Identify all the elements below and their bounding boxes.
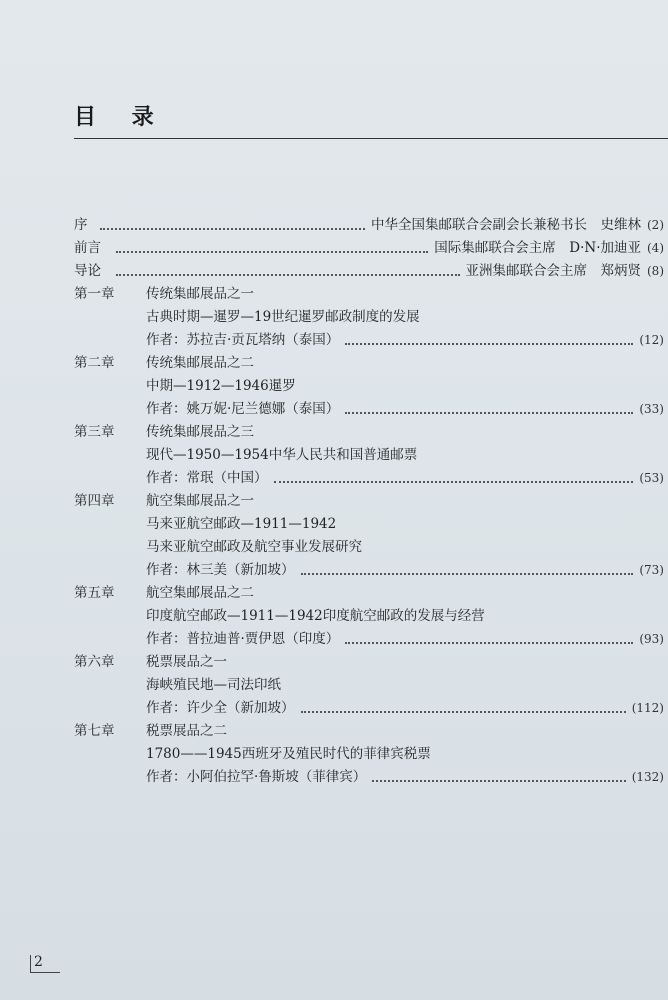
entry-label: 导论 (74, 263, 101, 279)
chapter-author-row (74, 628, 664, 651)
toc-chapter-4[interactable] (74, 490, 664, 513)
chapter-subtitle-row (74, 513, 664, 536)
chapter-subtitle-row (74, 375, 664, 398)
page-title: 目 录 (74, 105, 168, 130)
toc-chapter-6[interactable] (74, 651, 664, 674)
chapter-label: 第二章 (74, 355, 115, 371)
toc-chapter-7[interactable] (74, 720, 664, 743)
toc-entry-introduction[interactable] (74, 260, 664, 283)
chapter-category: 航空集邮展品之二 (146, 585, 254, 601)
chapter-author: 作者：常珉（中国） (146, 470, 268, 486)
chapter-label: 第七章 (74, 723, 115, 739)
toc-chapter-5[interactable] (74, 582, 664, 605)
dot-leader (100, 228, 365, 230)
dot-leader (345, 412, 633, 414)
chapter-label: 第五章 (74, 585, 115, 601)
footer-rule (30, 972, 60, 973)
chapter-author: 作者：普拉迪普·贾伊恩（印度） (146, 631, 340, 647)
chapter-subtitle-row (74, 674, 664, 697)
page-number: (132) (631, 770, 664, 784)
footer-corner-rule (30, 955, 31, 973)
chapter-category: 传统集邮展品之二 (146, 355, 254, 371)
chapter-label: 第三章 (74, 424, 115, 440)
page-number: (2) (647, 218, 664, 232)
chapter-subtitle-row (74, 536, 664, 559)
chapter-author-row (74, 766, 664, 789)
chapter-category: 传统集邮展品之一 (146, 286, 254, 302)
chapter-subtitle: 中期—1912—1946暹罗 (146, 378, 296, 394)
chapter-subtitle-row (74, 444, 664, 467)
chapter-subtitle: 印度航空邮政—1911—1942印度航空邮政的发展与经营 (146, 608, 485, 624)
chapter-subtitle-row (74, 306, 664, 329)
chapter-author: 作者：小阿伯拉罕·鲁斯坡（菲律宾） (146, 769, 367, 785)
chapter-subtitle: 古典时期—暹罗—19世纪暹罗邮政制度的发展 (146, 309, 420, 325)
chapter-category: 税票展品之一 (146, 654, 227, 670)
chapter-author-row (74, 697, 664, 720)
entry-credit: 亚洲集邮联合会主席 郑炳贤 (465, 263, 641, 279)
entry-credit: 中华全国集邮联合会副会长兼秘书长 史维林 (371, 217, 641, 233)
chapter-author: 作者：苏拉吉·贡瓦塔纳（泰国） (146, 332, 340, 348)
chapter-author-row (74, 467, 664, 490)
chapter-category: 传统集邮展品之三 (146, 424, 254, 440)
toc-chapter-3[interactable] (74, 421, 664, 444)
chapter-author: 作者：林三美（新加坡） (146, 562, 295, 578)
chapter-subtitle: 马来亚航空邮政—1911—1942 (146, 516, 337, 532)
dot-leader (345, 343, 633, 345)
dot-leader (116, 274, 460, 276)
chapter-label: 第一章 (74, 286, 115, 302)
page-number: (53) (639, 471, 664, 485)
chapter-label: 第六章 (74, 654, 115, 670)
chapter-subtitle: 海峡殖民地—司法印纸 (146, 677, 281, 693)
dot-leader (345, 642, 633, 644)
dot-leader (274, 481, 634, 483)
entry-credit: 国际集邮联合会主席 D·N·加迪亚 (434, 240, 641, 256)
dot-leader (301, 711, 626, 713)
chapter-subtitle: 现代—1950—1954中华人民共和国普通邮票 (146, 447, 418, 463)
chapter-subtitle-row (74, 605, 664, 628)
page-number: (73) (639, 563, 664, 577)
footer-page-number: 2 (34, 954, 43, 970)
dot-leader (372, 780, 625, 782)
toc-entry-preface[interactable] (74, 214, 664, 237)
chapter-category: 税票展品之二 (146, 723, 227, 739)
chapter-author-row (74, 559, 664, 582)
page-number: (33) (639, 402, 664, 416)
dot-leader (116, 251, 428, 253)
chapter-author: 作者：许少全（新加坡） (146, 700, 295, 716)
page-number: (112) (631, 701, 664, 715)
page-number: (93) (639, 632, 664, 646)
chapter-category: 航空集邮展品之一 (146, 493, 254, 509)
page-number: (12) (639, 333, 664, 347)
chapter-label: 第四章 (74, 493, 115, 509)
page-number: (8) (647, 264, 664, 278)
chapter-subtitle-row (74, 743, 664, 766)
chapter-subtitle: 马来亚航空邮政及航空事业发展研究 (146, 539, 362, 555)
chapter-author-row (74, 329, 664, 352)
entry-label: 前言 (74, 240, 101, 256)
toc-chapter-2[interactable] (74, 352, 664, 375)
chapter-subtitle: 1780——1945西班牙及殖民时代的菲律宾税票 (146, 746, 431, 762)
page-number: (4) (647, 241, 664, 255)
title-divider (74, 138, 668, 139)
chapter-author-row (74, 398, 664, 421)
toc-entry-foreword[interactable] (74, 237, 664, 260)
chapter-author: 作者：姚万妮·尼兰德娜（泰国） (146, 401, 340, 417)
dot-leader (301, 573, 634, 575)
table-of-contents (74, 214, 664, 789)
entry-label: 序 (74, 217, 88, 233)
toc-chapter-1[interactable] (74, 283, 664, 306)
